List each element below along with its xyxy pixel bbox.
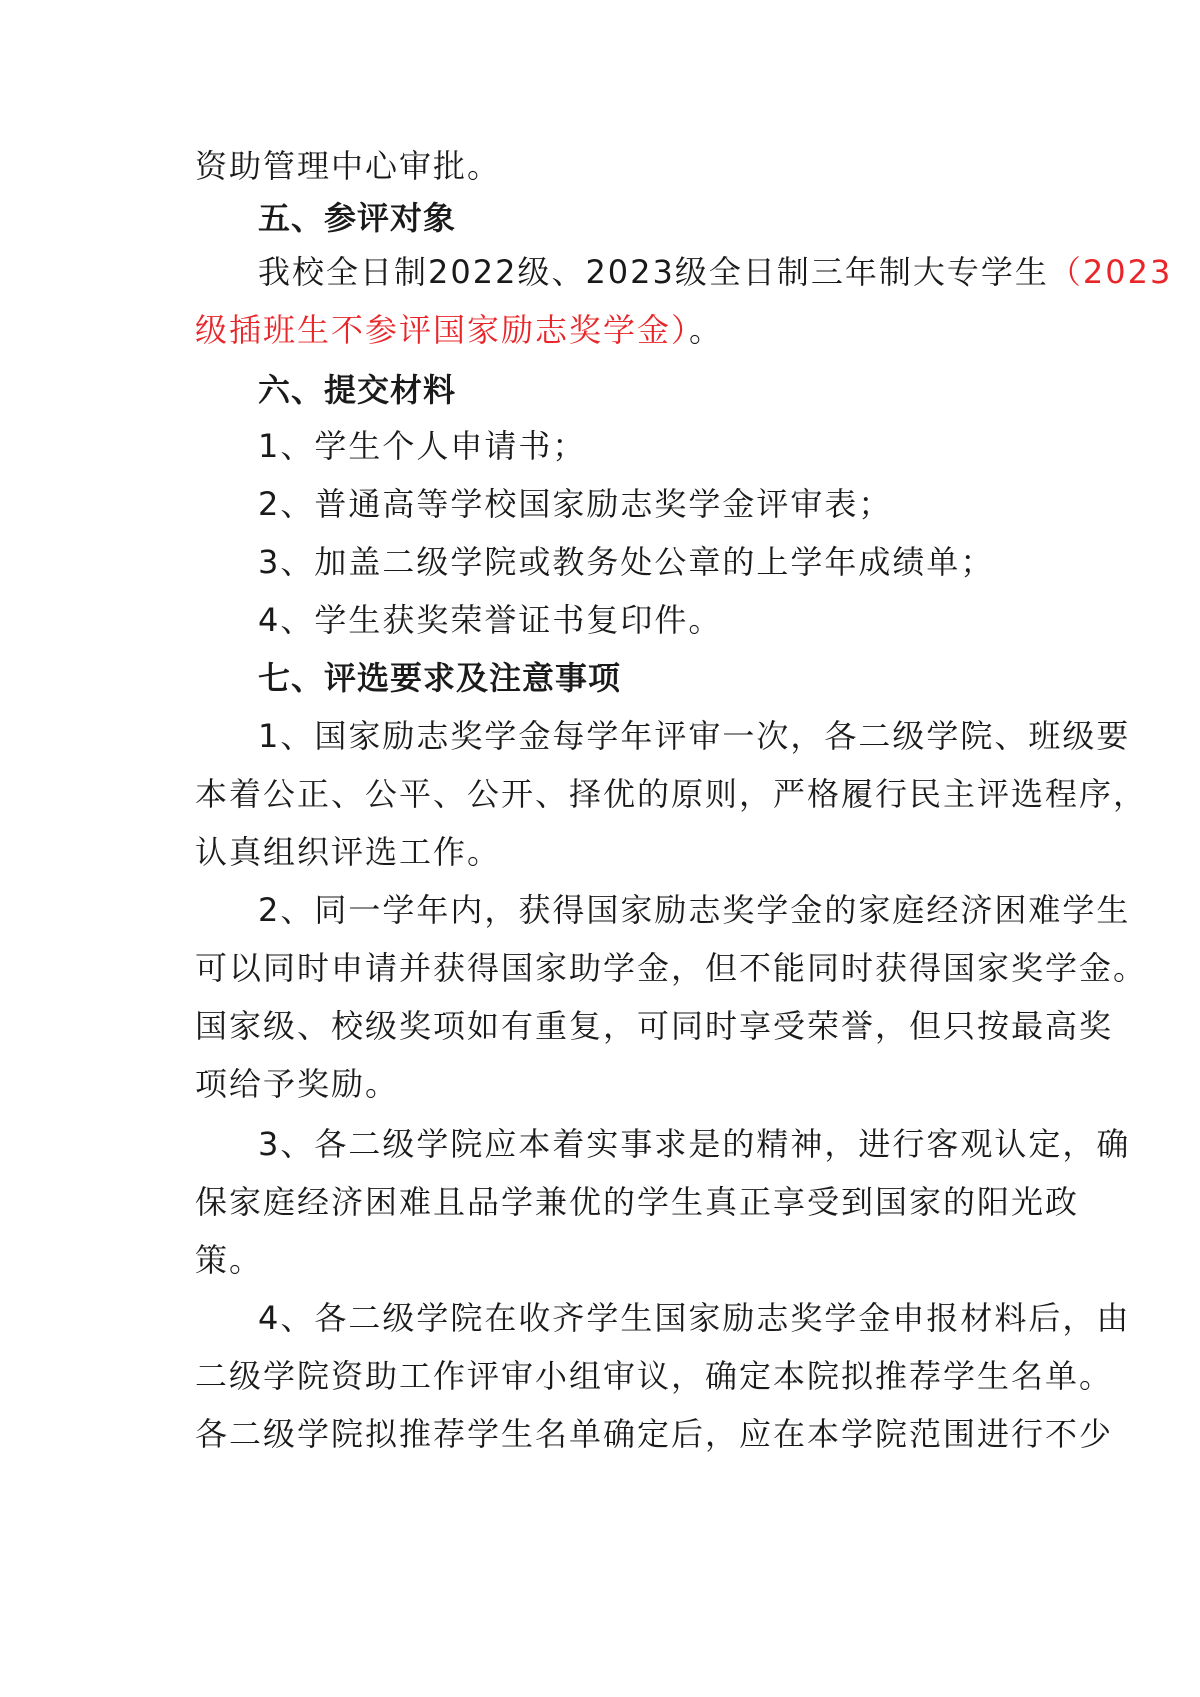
paragraph-line: 保家庭经济困难且品学兼优的学生真正享受到国家的阳光政 (195, 1183, 1080, 1221)
paragraph-line: 1、国家励志奖学金每学年评审一次，各二级学院、班级要 (258, 717, 1131, 755)
paragraph-line: 本着公正、公平、公开、择优的原则，严格履行民主评选程序， (195, 775, 1148, 813)
list-item: 4、学生获奖荣誉证书复印件。 (258, 601, 723, 639)
paragraph-line: 二级学院资助工作评审小组审议，确定本院拟推荐学生名单。 (195, 1357, 1114, 1395)
paragraph-line: 2、同一学年内，获得国家励志奖学金的家庭经济困难学生 (258, 891, 1131, 929)
paragraph-line: 认真组织评选工作。 (195, 833, 502, 871)
paragraph-line: 项给予奖励。 (195, 1065, 400, 1103)
body-text: 我校全日制2022级、2023级全日制三年制大专学生 (258, 253, 1049, 291)
highlighted-text: （2023 (1048, 253, 1173, 291)
body-line (195, 310, 1065, 350)
section-heading-5: 五、参评对象 (258, 199, 457, 237)
body-text: 。 (689, 311, 724, 349)
list-item: 1、学生个人申请书； (258, 427, 587, 465)
paragraph-line: 4、各二级学院在收齐学生国家励志奖学金申报材料后，由 (258, 1299, 1131, 1337)
body-line (258, 252, 1173, 292)
highlighted-text: 级插班生不参评国家励志奖学金） (195, 311, 690, 349)
paragraph-line: 可以同时申请并获得国家助学金，但不能同时获得国家奖学金。 (195, 949, 1148, 987)
section-heading-7: 七、评选要求及注意事项 (258, 659, 622, 697)
paragraph-line: 策。 (195, 1241, 264, 1279)
paragraph-line: 国家级、校级奖项如有重复，可同时享受荣誉，但只按最高奖 (195, 1007, 1114, 1045)
section-heading-6: 六、提交材料 (258, 371, 457, 409)
paragraph-line: 各二级学院拟推荐学生名单确定后，应在本学院范围进行不少 (195, 1415, 1114, 1453)
body-line: 资助管理中心审批。 (195, 147, 502, 185)
list-item: 3、加盖二级学院或教务处公章的上学年成绩单； (258, 543, 995, 581)
list-item: 2、普通高等学校国家励志奖学金评审表； (258, 485, 893, 523)
paragraph-line: 3、各二级学院应本着实事求是的精神，进行客观认定，确 (258, 1125, 1131, 1163)
